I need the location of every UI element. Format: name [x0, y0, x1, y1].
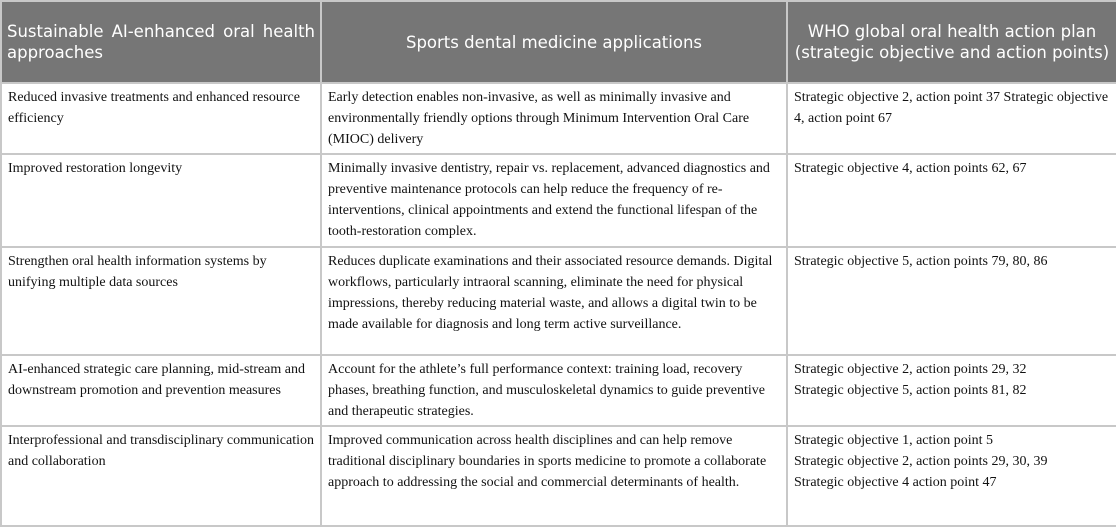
approach-cell: Interprofessional and transdisciplinary communication and collaboration: [1, 426, 321, 526]
who-line: Strategic objective 2, action points 29, 30, 39: [794, 454, 1048, 469]
application-cell: Improved communication across health disciplines and can help remove traditional disciplinary boundaries in sports medicine to promote a collaborate approach to addressing the social and commercial determinants of health.: [321, 426, 787, 526]
who-cell: [787, 83, 1116, 154]
who-cell: [787, 426, 1116, 526]
approach-cell: Strengthen oral health information systems by unifying multiple data sources: [1, 247, 321, 355]
application-cell: Reduces duplicate examinations and their associated resource demands. Digital workflows, particularly intraoral scanning, eliminate the need for physical impressions, thereby reducing material waste, and allows a digital twin to be made available for diagnosis and long term active surveillance.: [321, 247, 787, 355]
who-cell: [787, 247, 1116, 355]
application-cell: Account for the athlete’s full performance context: training load, recovery phases, breathing function, and musculoskeletal dynamics to guide preventive and therapeutic strategies.: [321, 355, 787, 426]
table-row: [1, 154, 1116, 247]
approach-cell: AI-enhanced strategic care planning, mid-stream and downstream promotion and prevention measures: [1, 355, 321, 426]
header-applications: Sports dental medicine applications: [321, 1, 787, 83]
who-line: Strategic objective 1, action point 5: [794, 433, 994, 448]
table-row: [1, 83, 1116, 154]
table-row: [1, 247, 1116, 355]
who-cell: [787, 154, 1116, 247]
who-line: Strategic objective 4, action points 62, 67: [794, 161, 1027, 176]
approach-cell: Improved restoration longevity: [1, 154, 321, 247]
table-row: [1, 426, 1116, 526]
application-cell: Early detection enables non-invasive, as well as minimally invasive and environmentally friendly options through Minimum Intervention Oral Care (MIOC) delivery: [321, 83, 787, 154]
who-line: Strategic objective 2, action point 37 Strategic objective 4, action point 67: [794, 90, 1109, 126]
header-approaches: Sustainable AI-enhanced oral health approaches: [1, 1, 321, 83]
approach-cell: Reduced invasive treatments and enhanced resource efficiency: [1, 83, 321, 154]
who-line: Strategic objective 4 action point 47: [794, 475, 997, 490]
who-line: Strategic objective 5, action points 81, 82: [794, 383, 1027, 398]
application-cell: Minimally invasive dentistry, repair vs. replacement, advanced diagnostics and preventive maintenance protocols can help reduce the frequency of re-interventions, clinical appointments and extend the functional lifespan of the tooth-restoration complex.: [321, 154, 787, 247]
header-row: [1, 1, 1116, 83]
who-cell: [787, 355, 1116, 426]
who-line: Strategic objective 2, action points 29, 32: [794, 362, 1027, 377]
table-row: [1, 355, 1116, 426]
who-line: Strategic objective 5, action points 79, 80, 86: [794, 254, 1048, 269]
header-who-plan: WHO global oral health action plan (strategic objective and action points): [787, 1, 1116, 83]
